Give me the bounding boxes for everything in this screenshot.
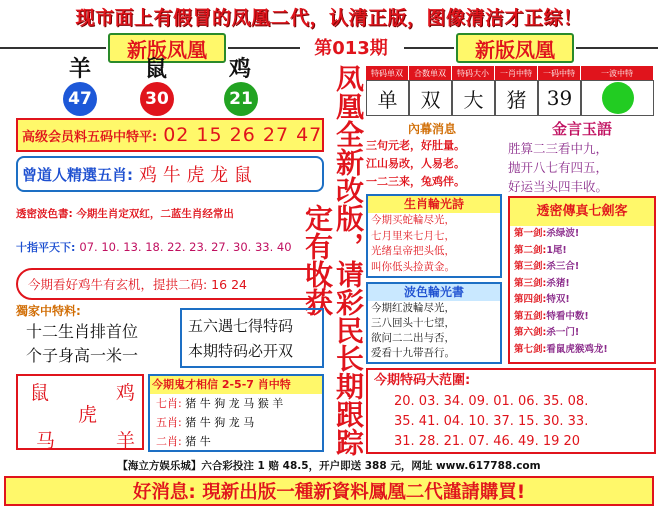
divider-line (404, 47, 454, 49)
wave-wheel-panel (366, 282, 502, 364)
green-wave-icon (602, 82, 634, 114)
number-ball-red: 30 (140, 82, 174, 116)
wave-wheel-line: 今期红波輪尽光， (371, 302, 455, 314)
zodiac-wheel-line: 七月里来七月七， (371, 229, 455, 242)
sword-item: 第二剑:1尾! (514, 244, 567, 256)
five-code-label: 高级会员料五码中特平: (22, 129, 158, 145)
ghost-row-label: 二肖: (156, 435, 182, 448)
ghost-row-values: 猪 牛 (185, 435, 211, 448)
edition-title-right: 新版凤凰 (456, 33, 574, 63)
number-ball-green: 21 (224, 82, 258, 116)
top-banner: 现市面上有假冒的凤凰二代，认清正版，图像清洁才正综！ (75, 6, 583, 29)
corner-zodiac: 马 (36, 430, 56, 452)
zodiac-wheel-line: 今期买蛇輪尽光， (371, 214, 455, 226)
ten-under-heaven-label: 十指平天下: (16, 241, 76, 254)
corner-zodiac: 虎 (78, 404, 98, 426)
wave-wheel-lines (368, 301, 500, 361)
divider-line (576, 47, 658, 49)
color-book-text: 透密波色書: 今期生肖定双红，二蓝生肖经常出 (16, 207, 234, 220)
result-value: 39 (538, 80, 581, 116)
result-value: 双 (409, 80, 452, 116)
five-six-line: 本期特码必开双 (188, 342, 294, 360)
inner-news-title: 內幕消息 (407, 122, 456, 136)
wave-wheel-title: 波色輪光書 (368, 284, 500, 301)
sword-item: 第三剑:杀猪! (514, 277, 570, 289)
ghost-row-values: 猪 牛 狗 龙 马 猴 羊 (185, 397, 284, 410)
ghost-rows (150, 394, 322, 451)
corner-zodiac: 鼠 (30, 382, 50, 404)
wave-wheel-line: 欲问二二出与否， (371, 332, 455, 344)
sword-item: 第四剑:特双! (514, 294, 570, 305)
zodiac-name-2: 鼠 (144, 57, 167, 82)
golden-words-line: 胜算二三看中九， (508, 141, 609, 156)
sword-item: 第六剑:杀一门! (514, 327, 580, 338)
range-lines (368, 392, 654, 452)
exclusive-line: 个子身高一米一 (26, 346, 139, 365)
result-header: 一肖中特 (495, 66, 538, 80)
divider-line (0, 47, 106, 49)
wave-cell (581, 80, 654, 116)
zodiac-wheel-line: 光绪皇帝把头低， (371, 245, 455, 257)
ten-under-heaven-numbers: 07. 10. 13. 18. 22. 23. 27. 30. 33. 40 (79, 240, 292, 254)
zodiac-name-1: 羊 (68, 57, 91, 82)
inner-news-lines (366, 137, 498, 191)
footer-info: 【海立方娱乐城】六合彩投注 1 赔 48.5，开户即送 388 元，网址 www.617788.com (117, 460, 541, 472)
divider-line (228, 47, 300, 49)
two-codes-panel (16, 268, 326, 300)
exclusive-line: 十二生肖排首位 (26, 322, 139, 341)
result-table (366, 66, 654, 118)
result-header: 合数单双 (409, 66, 452, 80)
five-six-panel (180, 308, 324, 368)
inner-news-line: 江山易改，人易老。 (366, 157, 465, 170)
zodiac-wheel-panel (366, 194, 502, 278)
sword-item: 第三剑:杀三合! (514, 261, 580, 272)
corner-zodiac: 鸡 (116, 382, 136, 404)
golden-words-title: 金言玉語 (551, 120, 612, 138)
five-code-numbers: 02 15 26 27 47 (163, 124, 323, 146)
ghost-title: 今期鬼才相信 2-5-7 肖中特 (150, 376, 322, 394)
five-zodiac-panel (16, 156, 324, 192)
range-line: 31. 28. 21. 07. 46. 49. 19 20 (394, 434, 581, 449)
result-value: 猪 (495, 80, 538, 116)
wave-wheel-line: 爱看十九带吾行。 (371, 347, 455, 359)
golden-words-panel (508, 118, 656, 192)
golden-words-line: 好运当头四丰收。 (508, 179, 609, 194)
seven-swords-title: 透密傳真七劍客 (510, 198, 654, 226)
result-header: 一波中特 (581, 66, 654, 80)
range-title: 今期特码大范圍: (374, 373, 471, 388)
corner-zodiac-panel (16, 374, 144, 450)
result-value: 大 (452, 80, 495, 116)
inner-news-line: 三句元老，好肚量。 (366, 139, 465, 152)
five-zodiac-label: 曾道人精選五肖: (22, 165, 133, 184)
exclusive-label: 獨家中特料: (16, 304, 81, 318)
two-codes-text: 今期看好鸡牛有玄机，提拱二码: 16 24 (28, 277, 247, 292)
result-header: 一码中特 (538, 66, 581, 80)
ghost-panel (148, 374, 324, 452)
sword-item: 第七剑:看鼠虎猴鸡龙! (514, 343, 608, 355)
range-line: 35. 41. 04. 10. 37. 15. 30. 33. (394, 414, 589, 429)
corner-zodiac: 羊 (116, 430, 136, 452)
zodiac-wheel-lines (368, 213, 500, 275)
exclusive-lines (26, 320, 178, 368)
five-six-line: 五六遇七得特码 (188, 317, 294, 335)
range-panel (366, 368, 656, 454)
result-value: 单 (366, 80, 409, 116)
result-header: 特码大小 (452, 66, 495, 80)
zodiac-wheel-line: 叫你低头捡黄金。 (371, 260, 455, 273)
ghost-row-label: 五肖: (156, 416, 182, 429)
sword-item: 第五剑:特看中数! (514, 310, 589, 322)
golden-words-lines (508, 139, 656, 196)
golden-words-line: 抛开八七有四五， (508, 160, 609, 175)
inner-news-line: 一二三来，兔鸡伴。 (366, 175, 465, 188)
sword-item: 第一剑:杀绿波! (514, 228, 580, 239)
wave-wheel-line: 三八回头十七望， (371, 317, 455, 329)
zodiac-wheel-title: 生肖輪光詩 (368, 196, 500, 213)
color-book-line (16, 198, 326, 228)
five-zodiac-values: 鸡 牛 虎 龙 鼠 (139, 165, 252, 186)
ghost-row-values: 猪 牛 狗 龙 马 (185, 416, 255, 429)
ten-under-heaven-line (16, 232, 326, 262)
seven-swords-list (510, 226, 654, 358)
five-code-panel (16, 118, 324, 152)
number-ball-blue: 47 (63, 82, 97, 116)
range-line: 20. 03. 34. 09. 01. 06. 35. 08. (394, 394, 589, 409)
inner-news-panel (366, 120, 498, 190)
zodiac-name-3: 鸡 (228, 57, 251, 82)
edition-title-left: 新版凤凰 (108, 33, 226, 63)
good-news-banner: 好消息: 現新出版一種新資料鳳凰二代謹請購買! (4, 476, 654, 506)
ghost-row-label: 七肖: (156, 397, 182, 410)
seven-swords-panel (508, 196, 656, 364)
issue-number: 第013期 (314, 38, 388, 59)
result-header: 特码单双 (366, 66, 409, 80)
vertical-headline: 凤凰全新改版，请彩民长期跟踪定有收获 (301, 64, 365, 456)
